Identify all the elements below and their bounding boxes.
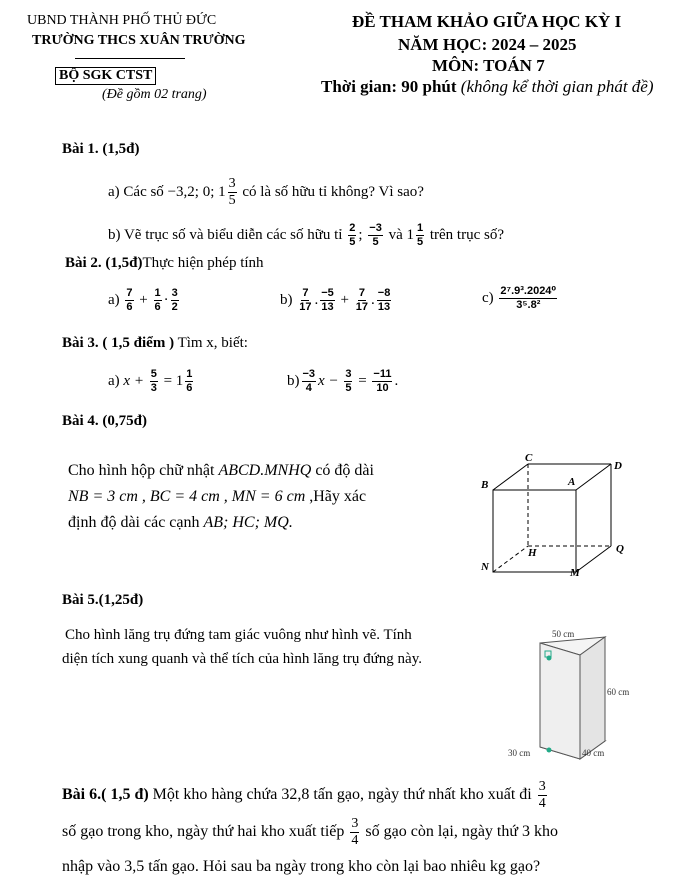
fraction xyxy=(538,780,547,811)
denominator: 3 xyxy=(150,382,157,394)
label-c: C xyxy=(525,452,533,464)
bai3-heading-rest: Tìm x, biết: xyxy=(177,335,248,351)
book-label: BỘ SGK CTST xyxy=(55,67,156,85)
bai4-line-1 xyxy=(68,458,458,484)
bai6-line-1 xyxy=(62,778,662,812)
numerator: 3 xyxy=(228,176,236,191)
label-q: Q xyxy=(616,543,624,555)
bai5-heading: Bài 5.(1,25đ) xyxy=(62,592,144,608)
text: Cho hình hộp chữ nhật xyxy=(68,462,215,479)
denominator: 3⁵.8² xyxy=(516,299,541,311)
fraction xyxy=(372,369,392,394)
text: NB = 3 cm , BC = 4 cm , MN = 6 cm xyxy=(68,488,306,505)
numerator: −3 xyxy=(369,222,382,234)
edge xyxy=(576,464,611,490)
bai4-text xyxy=(68,458,458,536)
bai1-a-suffix: có là số hữu tỉ không? Vì sao? xyxy=(242,183,424,200)
text: Một kho hàng chứa 32,8 tấn gạo, ngày thứ nhất kho xuất đi xyxy=(152,786,532,803)
text: ,Hãy xác xyxy=(309,488,367,505)
denominator: 5 xyxy=(345,382,352,394)
text: ABCD.MNHQ xyxy=(218,462,312,479)
bai1-heading: Bài 1. (1,5đ) xyxy=(62,141,140,157)
denominator: 17 xyxy=(299,301,312,313)
denominator: 6 xyxy=(154,301,161,313)
bai3-b-label: b) xyxy=(287,372,300,389)
bai3-a-label: a) xyxy=(108,372,120,389)
bai2-heading-bold: Bài 2. (1,5đ) xyxy=(65,255,143,271)
text: số gạo còn lại, ngày thứ 3 kho xyxy=(365,823,559,840)
numerator: 3 xyxy=(538,778,546,794)
denominator: 5 xyxy=(416,236,424,248)
bai3-heading-bold: Bài 3. ( 1,5 điểm ) xyxy=(62,335,175,351)
bai4-line-3 xyxy=(68,510,458,536)
bai3-a xyxy=(108,369,195,394)
school-year: NĂM HỌC: 2024 – 2025 xyxy=(398,35,577,54)
numerator: −5 xyxy=(321,287,334,299)
vertex-dot xyxy=(547,656,552,661)
label-b: B xyxy=(481,479,489,491)
bai6-line-2 xyxy=(62,812,662,852)
fraction xyxy=(320,288,335,313)
numerator: 1 xyxy=(154,287,161,299)
label-h: H xyxy=(528,547,537,559)
bai3-b xyxy=(287,369,398,394)
exam-title: ĐỀ THAM KHẢO GIỮA HỌC KỲ I xyxy=(352,12,622,31)
operator: . xyxy=(371,291,375,308)
denominator: 4 xyxy=(538,795,546,811)
exam-time-note: (không kể thời gian phát đề) xyxy=(460,77,654,96)
school-district: UBND THÀNH PHỐ THỦ ĐỨC xyxy=(27,13,217,28)
label-50cm: 50 cm xyxy=(552,629,575,639)
bai1-a-prefix: a) Các số xyxy=(108,183,164,200)
fraction xyxy=(185,369,193,394)
denominator: 5 xyxy=(349,236,356,248)
numerator: 2 xyxy=(349,222,356,234)
bai2-a xyxy=(108,288,181,313)
bai4-heading: Bài 4. (0,75đ) xyxy=(62,413,148,429)
denominator: 2 xyxy=(171,301,178,313)
bai6-heading: Bài 6.( 1,5 đ) xyxy=(62,786,149,803)
fraction xyxy=(154,288,162,313)
label-m: M xyxy=(570,567,580,579)
bai1-a xyxy=(108,177,424,208)
denominator: 4 xyxy=(351,832,359,848)
header-rule xyxy=(75,58,185,59)
numerator: 3 xyxy=(171,287,178,299)
equals: = xyxy=(358,372,367,389)
text: định độ dài các cạnh xyxy=(68,514,200,531)
operator: · xyxy=(163,291,169,308)
denominator: 13 xyxy=(377,301,391,313)
numerator: 1 xyxy=(186,368,193,380)
operator: . xyxy=(314,291,319,308)
fraction xyxy=(350,817,359,848)
denominator: 4 xyxy=(305,382,312,394)
fraction xyxy=(302,369,317,394)
numerator: 7 xyxy=(358,287,365,299)
front-face xyxy=(493,490,576,572)
bai2-b xyxy=(280,288,393,313)
vertex-dot xyxy=(547,748,552,753)
numerator: 7 xyxy=(126,287,133,299)
denominator: 5 xyxy=(228,193,236,208)
label-d: D xyxy=(614,460,622,472)
numerator: 3 xyxy=(351,815,359,831)
denominator: 6 xyxy=(186,382,193,394)
operator: + xyxy=(340,291,350,308)
bai1-a-numbers: −3,2; 0; xyxy=(167,183,215,200)
separator: ; xyxy=(358,226,363,243)
period: . xyxy=(394,372,399,389)
edge xyxy=(576,546,611,572)
label-60cm: 60 cm xyxy=(607,687,630,697)
bai2-heading-rest: Thực hiện phép tính xyxy=(142,255,264,271)
numerator: −11 xyxy=(373,368,392,380)
bai1-b-and: và 1 xyxy=(388,226,414,243)
bai1-b-fraction-3 xyxy=(416,223,424,248)
school-name: TRƯỜNG THCS XUÂN TRƯỜNG xyxy=(32,33,246,48)
fraction xyxy=(499,286,557,311)
bai1-b-suffix: trên trục số? xyxy=(429,226,504,243)
numerator: 7 xyxy=(302,287,309,299)
bai2-c xyxy=(482,286,559,311)
fraction xyxy=(344,369,352,394)
expression: x + xyxy=(123,372,144,389)
text: số gạo trong kho, ngày thứ hai kho xuất tiếp xyxy=(62,823,345,840)
numerator: 3 xyxy=(345,368,352,380)
denominator: 5 xyxy=(372,236,379,248)
text: AB; HC; MQ. xyxy=(203,514,293,531)
bai4-line-2 xyxy=(68,484,458,510)
front-face xyxy=(540,643,580,759)
label-30cm: 30 cm xyxy=(508,748,531,758)
denominator: 17 xyxy=(355,301,369,313)
bai5-prism-figure xyxy=(500,625,650,767)
label-a: A xyxy=(568,476,576,488)
edge-hidden xyxy=(493,546,528,572)
denominator: 10 xyxy=(376,382,389,394)
exam-time xyxy=(321,77,654,97)
bai6-text xyxy=(62,778,662,882)
fraction xyxy=(298,288,312,313)
bai2-c-label: c) xyxy=(482,289,494,306)
bai1-a-mixed-int: 1 xyxy=(218,183,226,200)
bai1-b-fraction-1 xyxy=(348,223,356,248)
bai2-b-label: b) xyxy=(280,291,293,308)
numerator: 1 xyxy=(416,222,424,234)
bai2-a-label: a) xyxy=(108,291,120,308)
fraction xyxy=(171,288,179,313)
bai1-b-prefix: b) Vẽ trục số và biểu diễn các số hữu tỉ xyxy=(108,226,343,243)
operator: + xyxy=(139,291,148,308)
label-40cm: 40 cm xyxy=(582,748,605,758)
text: có độ dài xyxy=(315,462,374,479)
bai2-heading xyxy=(65,255,264,272)
numerator: −8 xyxy=(377,287,391,299)
numerator: −3 xyxy=(302,368,316,380)
bai1-b xyxy=(108,223,504,248)
label-n: N xyxy=(481,561,489,573)
fraction xyxy=(355,288,369,313)
bai1-b-fraction-2 xyxy=(368,223,383,248)
numerator: 2⁷.9³.2024⁰ xyxy=(500,285,557,297)
pages-note: (Đề gồm 02 trang) xyxy=(102,87,207,102)
bai3-heading xyxy=(62,335,248,352)
bai6-line-3: nhập vào 3,5 tấn gạo. Hỏi sau ba ngày trong kho còn lại bao nhiêu kg gạo? xyxy=(62,858,541,875)
expression: x − xyxy=(318,372,339,389)
bai4-box-figure xyxy=(478,452,638,582)
bai1-a-fraction xyxy=(228,177,237,208)
equals: = 1 xyxy=(163,372,184,389)
fraction xyxy=(377,288,392,313)
exam-time-bold: Thời gian: 90 phút xyxy=(321,77,457,96)
fraction xyxy=(125,288,133,313)
bai5-text xyxy=(62,623,502,671)
side-face xyxy=(580,637,605,759)
denominator: 6 xyxy=(126,301,133,313)
denominator: 13 xyxy=(321,301,334,313)
subject: MÔN: TOÁN 7 xyxy=(432,56,545,75)
bai5-line-2: diện tích xung quanh và thể tích của hình lăng trụ đứng này. xyxy=(62,651,422,667)
edge xyxy=(493,464,528,490)
bai5-line-1: Cho hình lăng trụ đứng tam giác vuông như hình vẽ. Tính xyxy=(65,627,412,643)
numerator: 5 xyxy=(150,368,157,380)
fraction xyxy=(150,369,158,394)
